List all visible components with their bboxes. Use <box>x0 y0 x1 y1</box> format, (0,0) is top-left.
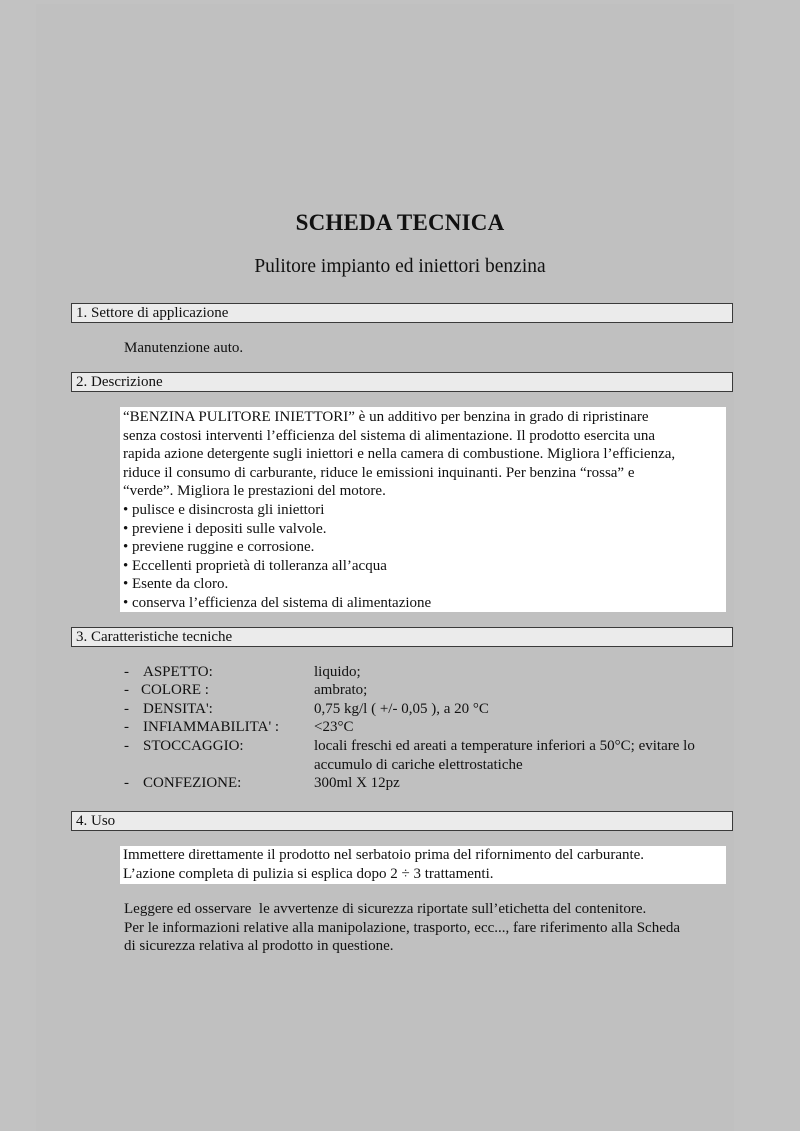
feature-bullet: • Esente da cloro. <box>123 576 229 593</box>
section-header-caratteristiche: 3. Caratteristiche tecniche <box>71 627 733 647</box>
safety-note-line: di sicurezza relativa al prodotto in questione. <box>124 938 394 954</box>
spec-dash: - <box>124 719 129 735</box>
spec-dash: - <box>124 775 129 791</box>
feature-bullet: • Eccellenti proprietà di tolleranza all’acqua <box>123 557 387 574</box>
spec-dash: - <box>124 738 129 754</box>
spec-dash: - <box>124 664 129 680</box>
feature-bullet: • pulisce e disincrosta gli iniettori <box>123 501 325 518</box>
descrizione-line: “verde”. Migliora le prestazioni del motore. <box>123 483 386 500</box>
descrizione-line: rapida azione detergente sugli iniettori e nella camera di combustione. Migliora l’efficienza, <box>123 446 676 463</box>
safety-note-line: Per le informazioni relative alla manipolazione, trasporto, ecc..., fare riferimento alla Scheda <box>124 919 681 936</box>
feature-bullet: • previene i depositi sulle valvole. <box>123 520 327 537</box>
section-header-descrizione: 2. Descrizione <box>71 372 733 392</box>
spec-dash: - <box>124 701 129 717</box>
spec-value: 300ml X 12pz <box>314 775 400 791</box>
spec-value: <23°C <box>314 719 354 735</box>
spec-label: COLORE : <box>141 682 209 698</box>
spec-value: locali freschi ed areati a temperature inferiori a 50°C; evitare lo accumulo di cariche elettrostatiche <box>314 738 695 773</box>
safety-note-line: Leggere ed osservare le avvertenze di sicurezza riportate sull’etichetta del contenitore. <box>124 901 647 917</box>
spec-value: 0,75 kg/l ( +/- 0,05 ), a 20 °C <box>314 701 489 717</box>
spec-label: STOCCAGGIO: <box>143 738 244 754</box>
settore-text: Manutenzione auto. <box>124 340 244 356</box>
descrizione-line: riduce il consumo di carburante, riduce le emissioni inquinanti. Per benzina “rossa” e <box>123 464 635 481</box>
feature-bullet: • conserva l’efficienza del sistema di alimentazione <box>123 594 432 611</box>
uso-line: L’azione completa di pulizia si esplica dopo 2 ÷ 3 trattamenti. <box>123 865 494 882</box>
uso-box <box>120 846 726 884</box>
document-title: SCHEDA TECNICA <box>295 210 505 235</box>
safety-notes <box>124 900 734 956</box>
spec-dash: - <box>124 682 129 698</box>
descrizione-line: “BENZINA PULITORE INIETTORI” è un additivo per benzina in grado di ripristinare <box>123 409 649 425</box>
spec-value: ambrato; <box>314 682 368 698</box>
document-subtitle: Pulitore impianto ed iniettori benzina <box>254 256 546 277</box>
uso-line: Immettere direttamente il prodotto nel serbatoio prima del rifornimento del carburante. <box>123 847 645 863</box>
spec-label: INFIAMMABILITA' : <box>143 719 280 735</box>
feature-bullet: • previene ruggine e corrosione. <box>123 539 315 556</box>
descrizione-line: senza costosi interventi l’efficienza del sistema di alimentazione. Il prodotto esercita una <box>123 427 656 444</box>
spec-value: liquido; <box>314 664 361 680</box>
section-header-uso: 4. Uso <box>71 811 733 831</box>
section-header-settore: 1. Settore di applicazione <box>71 303 733 323</box>
descrizione-box <box>120 407 726 612</box>
spec-label: CONFEZIONE: <box>143 775 242 791</box>
spec-label: DENSITA': <box>143 701 213 717</box>
spec-label: ASPETTO: <box>143 664 213 680</box>
